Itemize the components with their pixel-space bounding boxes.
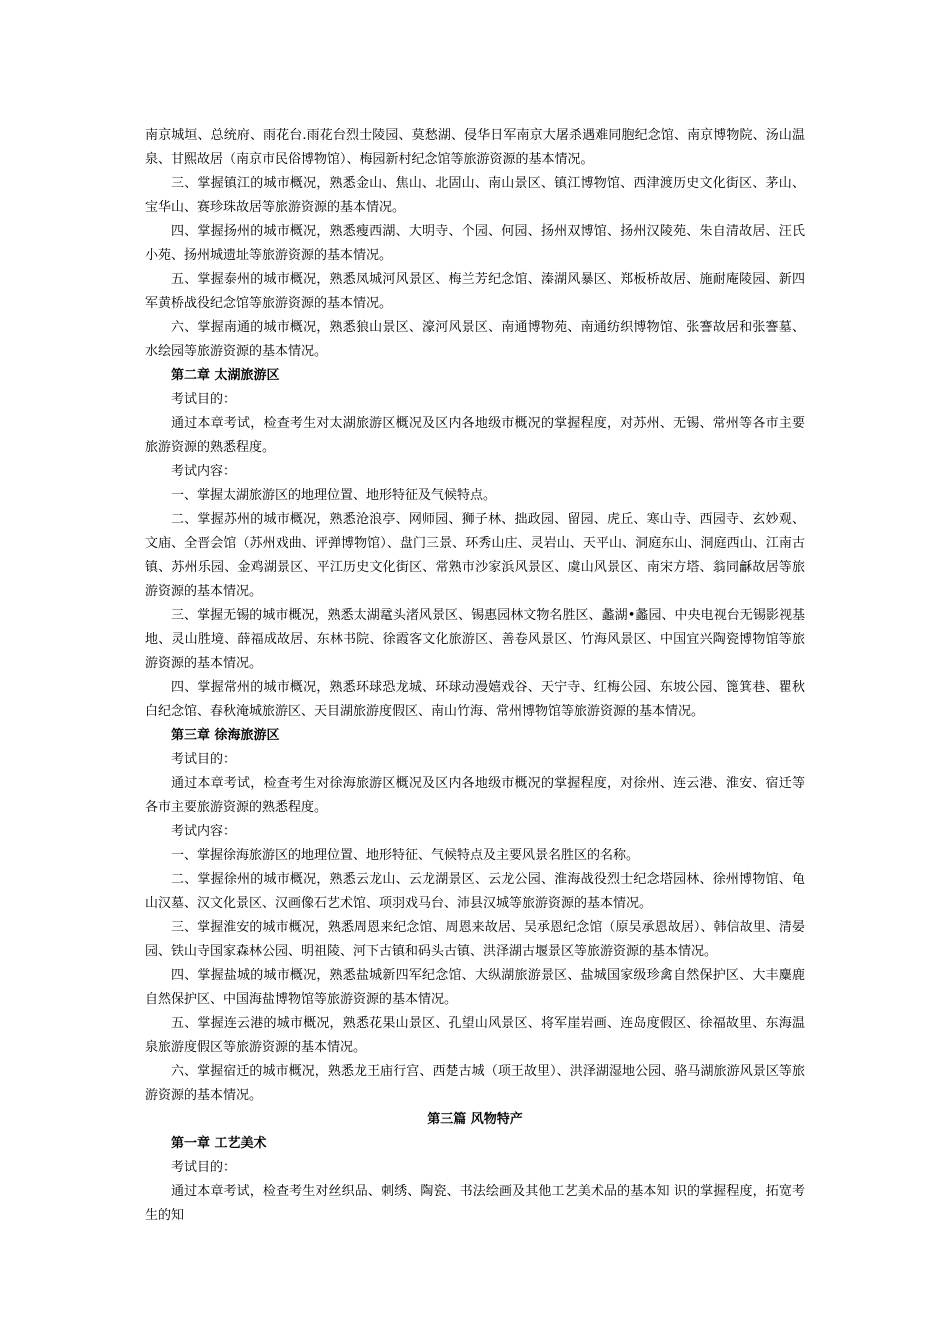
chapter2-purpose-label: 考试目的： xyxy=(171,392,237,407)
chapter2-item-4: 四、掌握常州的城市概况，熟悉环球恐龙城、环球动漫嬉戏谷、天宁寺、红梅公园、东坡公园、篦箕巷、瞿秋白纪念馆、春秋淹城旅游区、天目湖旅游度假区、南山竹海、常州博物馆等旅游资源的基本情况。 xyxy=(145,680,805,719)
chapter3-item-5: 五、掌握连云港的城市概况，熟悉花果山景区、孔望山风景区、将军崖岩画、连岛度假区、徐福故里、东海温泉旅游度假区等旅游资源的基本情况。 xyxy=(145,1016,805,1055)
chapter3-title: 第三章 徐海旅游区 xyxy=(171,728,280,743)
chapter2-item-1: 一、掌握太湖旅游区的地理位置、地形特征及气候特点。 xyxy=(171,488,497,503)
chapter3-item-1: 一、掌握徐海旅游区的地理位置、地形特征、气候特点及主要风景名胜区的名称。 xyxy=(171,848,640,863)
chapter3-purpose-label: 考试目的： xyxy=(171,752,237,767)
chapter2-content-label: 考试内容： xyxy=(171,464,237,479)
document-page xyxy=(145,124,805,1228)
chapter3-content-label: 考试内容： xyxy=(171,824,237,839)
part3-title: 第三篇 风物特产 xyxy=(427,1112,523,1127)
chapter3-item-4: 四、掌握盐城的城市概况，熟悉盐城新四军纪念馆、大纵湖旅游景区、盐城国家级珍禽自然保护区、大丰麋鹿自然保护区、中国海盐博物馆等旅游资源的基本情况。 xyxy=(145,968,805,1007)
part3-chapter1-purpose: 通过本章考试，检查考生对丝织品、刺绣、陶瓷、书法绘画及其他工艺美术品的基本知 识的掌握程度，拓宽考生的知 xyxy=(145,1184,805,1223)
paragraph-taizhou: 五、掌握泰州的城市概况，熟悉凤城河风景区、梅兰芳纪念馆、溱湖风暴区、郑板桥故居、施耐庵陵园、新四军黄桥战役纪念馆等旅游资源的基本情况。 xyxy=(145,272,805,311)
chapter2-item-3: 三、掌握无锡的城市概况，熟悉太湖鼋头渚风景区、锡惠园林文物名胜区、蠡湖•蠡园、中央电视台无锡影视基地、灵山胜境、薛福成故居、东林书院、徐霞客文化旅游区、善卷风景区、竹海风景区、中国宜兴陶瓷博物馆等旅游资源的基本情况。 xyxy=(145,608,805,671)
chapter3-purpose: 通过本章考试，检查考生对徐海旅游区概况及区内各地级市概况的掌握程度，对徐州、连云港、淮安、宿迁等各市主要旅游资源的熟悉程度。 xyxy=(145,776,805,815)
paragraph-zhenjiang: 三、掌握镇江的城市概况，熟悉金山、焦山、北固山、南山景区、镇江博物馆、西津渡历史文化街区、茅山、宝华山、赛珍珠故居等旅游资源的基本情况。 xyxy=(145,176,805,215)
paragraph-nanjing-continued: 南京城垣、总统府、雨花台.雨花台烈士陵园、莫愁湖、侵华日军南京大屠杀遇难同胞纪念馆、南京博物院、汤山温泉、甘熙故居（南京市民俗博物馆）、梅园新村纪念馆等旅游资源的基本情况。 xyxy=(145,128,805,167)
chapter2-item-2: 二、掌握苏州的城市概况，熟悉沧浪亭、网师园、狮子林、拙政园、留园、虎丘、寒山寺、西园寺、玄妙观、文庙、全晋会馆（苏州戏曲、评弹博物馆）、盘门三景、环秀山庄、灵岩山、天平山、洞庭东山、洞庭西山、江南古镇、苏州乐园、金鸡湖景区、平江历史文化街区、常熟市沙家浜风景区、虞山风景区、南宋方塔、翁同龢故居等旅游资源的基本情况。 xyxy=(145,512,805,599)
chapter2-title: 第二章 太湖旅游区 xyxy=(171,368,280,383)
part3-chapter1-purpose-label: 考试目的： xyxy=(171,1160,237,1175)
paragraph-nantong: 六、掌握南通的城市概况，熟悉狼山景区、濠河风景区、南通博物苑、南通纺织博物馆、张謇故居和张謇墓、水绘园等旅游资源的基本情况。 xyxy=(145,320,805,359)
chapter3-item-2: 二、掌握徐州的城市概况，熟悉云龙山、云龙湖景区、云龙公园、淮海战役烈士纪念塔园林、徐州博物馆、龟山汉墓、汉文化景区、汉画像石艺术馆、项羽戏马台、沛县汉城等旅游资源的基本情况。 xyxy=(145,872,805,911)
part3-chapter1-title: 第一章 工艺美术 xyxy=(171,1136,267,1151)
chapter3-item-3: 三、掌握淮安的城市概况，熟悉周恩来纪念馆、周恩来故居、吴承恩纪念馆（原吴承恩故居）、韩信故里、清晏园、铁山寺国家森林公园、明祖陵、河下古镇和码头古镇、洪泽湖古堰景区等旅游资源的基本情况。 xyxy=(145,920,805,959)
chapter2-purpose: 通过本章考试，检查考生对太湖旅游区概况及区内各地级市概况的掌握程度，对苏州、无锡、常州等各市主要旅游资源的熟悉程度。 xyxy=(145,416,805,455)
chapter3-item-6: 六、掌握宿迁的城市概况，熟悉龙王庙行宫、西楚古城（项王故里）、洪泽湖湿地公园、骆马湖旅游风景区等旅游资源的基本情况。 xyxy=(145,1064,805,1103)
paragraph-yangzhou: 四、掌握扬州的城市概况，熟悉瘦西湖、大明寺、个园、何园、扬州双博馆、扬州汉陵苑、朱自清故居、汪氏小苑、扬州城遗址等旅游资源的基本情况。 xyxy=(145,224,805,263)
